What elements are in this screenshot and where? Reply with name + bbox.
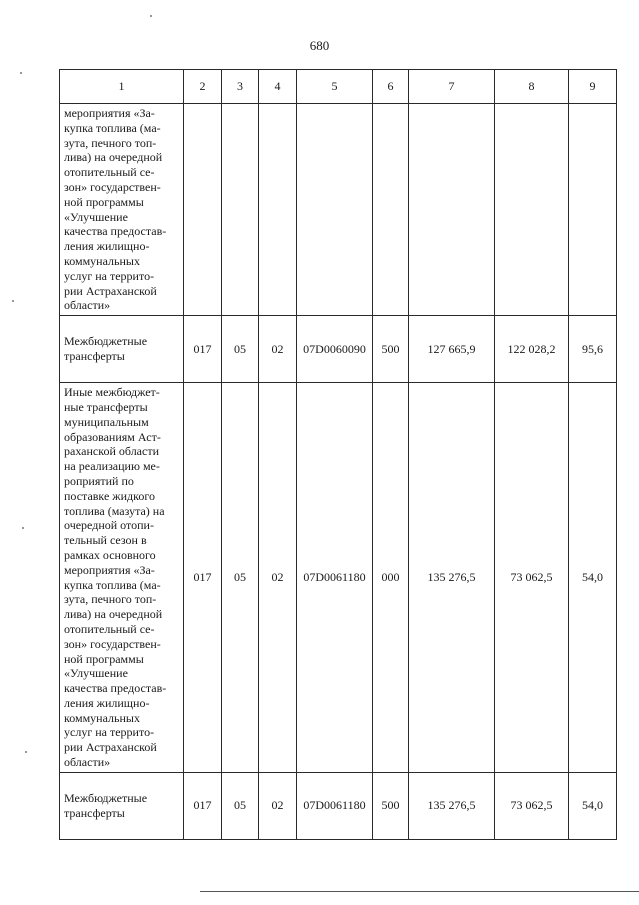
row-cell bbox=[259, 104, 297, 316]
row-cell: 127 665,9 bbox=[409, 316, 495, 383]
row-name-cell: Иные межбюджет- ные трансферты муниципальным образованиям Аст- раханской области на реализацию ме- роприятий по поставке жидкого топлива (мазута) на очередной отопи- тельный сезон в рамках основного мероприятия «За- купка топлива (ма- зута, печного топ- лива) на очередной отопительный се- зон» государствен- ной программы «Улучшение качества предостав- ления жилищно- коммунальных услуг на террито- рии Астраханской области» bbox=[60, 383, 184, 773]
row-cell: 54,0 bbox=[569, 383, 617, 773]
header-cell: 9 bbox=[569, 70, 617, 104]
row-cell: 017 bbox=[184, 316, 222, 383]
row-cell: 122 028,2 bbox=[495, 316, 569, 383]
scan-speck bbox=[25, 751, 27, 753]
header-cell: 1 bbox=[60, 70, 184, 104]
row-cell: 05 bbox=[222, 772, 259, 839]
scan-speck bbox=[20, 72, 22, 74]
header-cell: 2 bbox=[184, 70, 222, 104]
scan-speck bbox=[150, 15, 152, 17]
row-cell: 02 bbox=[259, 383, 297, 773]
bottom-rule bbox=[200, 891, 639, 892]
row-cell bbox=[373, 104, 409, 316]
header-cell: 7 bbox=[409, 70, 495, 104]
row-cell: 05 bbox=[222, 316, 259, 383]
header-cell: 3 bbox=[222, 70, 259, 104]
row-cell: 135 276,5 bbox=[409, 383, 495, 773]
page-number: 680 bbox=[309, 38, 330, 53]
scan-speck bbox=[12, 300, 14, 302]
row-cell: 500 bbox=[373, 316, 409, 383]
row-cell bbox=[297, 104, 373, 316]
row-cell: 02 bbox=[259, 772, 297, 839]
row-cell: 07D0061180 bbox=[297, 383, 373, 773]
row-cell: 05 bbox=[222, 383, 259, 773]
row-cell: 07D0061180 bbox=[297, 772, 373, 839]
row-cell: 07D0060090 bbox=[297, 316, 373, 383]
row-cell bbox=[409, 104, 495, 316]
row-cell bbox=[184, 104, 222, 316]
row-cell: 73 062,5 bbox=[495, 383, 569, 773]
row-cell bbox=[569, 104, 617, 316]
header-cell: 5 bbox=[297, 70, 373, 104]
budget-table bbox=[59, 69, 617, 840]
row-name-cell: мероприятия «За- купка топлива (ма- зута, печного топ- лива) на очередной отопительный се- зон» государствен- ной программы «Улучшение качества предостав- ления жилищно- коммунальных услуг на террито- рии Астраханской области» bbox=[60, 104, 184, 316]
row-cell: 000 bbox=[373, 383, 409, 773]
table-row bbox=[60, 104, 617, 316]
row-cell: 02 bbox=[259, 316, 297, 383]
table-row bbox=[60, 316, 617, 383]
table-header-row bbox=[60, 70, 617, 104]
row-cell: 73 062,5 bbox=[495, 772, 569, 839]
row-cell bbox=[222, 104, 259, 316]
row-cell: 500 bbox=[373, 772, 409, 839]
row-name-cell: Межбюджетные трансферты bbox=[60, 316, 184, 383]
table-row bbox=[60, 383, 617, 773]
row-cell: 54,0 bbox=[569, 772, 617, 839]
row-cell: 017 bbox=[184, 772, 222, 839]
row-name-cell: Межбюджетные трансферты bbox=[60, 772, 184, 839]
row-cell: 017 bbox=[184, 383, 222, 773]
scan-speck bbox=[22, 527, 24, 529]
row-cell: 135 276,5 bbox=[409, 772, 495, 839]
header-cell: 8 bbox=[495, 70, 569, 104]
row-cell bbox=[495, 104, 569, 316]
row-cell: 95,6 bbox=[569, 316, 617, 383]
header-cell: 4 bbox=[259, 70, 297, 104]
header-cell: 6 bbox=[373, 70, 409, 104]
table-row bbox=[60, 772, 617, 839]
